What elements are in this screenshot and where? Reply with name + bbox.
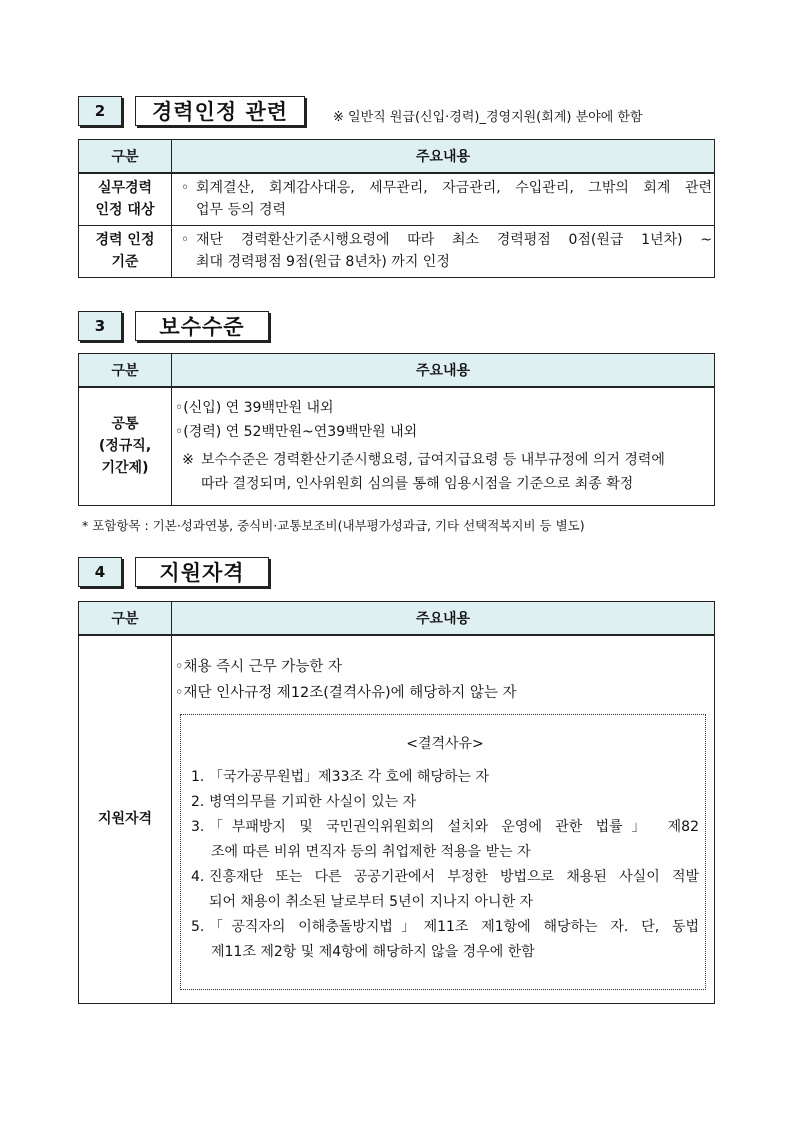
item-number: 4.: [191, 869, 205, 885]
content-line: ◦(신입) 연 39백만원 내외: [175, 400, 334, 417]
label-line: 실무경력: [97, 180, 153, 197]
section-3-number: 3: [78, 311, 122, 341]
section-2-title: 경력인정 관련: [135, 96, 305, 126]
label-line: 경력 인정: [95, 232, 155, 248]
list-item: [191, 790, 699, 815]
qualification-row-content: [172, 635, 715, 1003]
content-line: 업무 등의 경력: [196, 202, 287, 219]
item-line: 「부패방지 및 국민권익위원회의 설치와 운영에 관한 법률」 제82: [209, 819, 699, 835]
salary-footnote: * 포함항목 : 기본·성과연봉, 중식비·교통보조비(내부평가성과급, 기타 선택적복지비 등 별도): [82, 518, 585, 533]
section-3-heading: [78, 311, 715, 343]
career-table: [78, 139, 715, 278]
list-item: [191, 765, 699, 790]
disqualification-box: [180, 714, 706, 990]
list-item: [191, 815, 699, 865]
bullet-mark: ◦: [180, 180, 190, 197]
item-line: 병역의무를 기피한 사실이 있는 자: [209, 794, 417, 810]
bullet-item: [174, 229, 712, 273]
note-mark: ※: [182, 452, 194, 469]
qualification-header-content: 주요내용: [172, 602, 715, 636]
qualification-header-category: 구분: [79, 602, 172, 636]
content-line: ◦재단 인사규정 제12조(결격사유)에 해당하지 않는 자: [175, 685, 517, 701]
item-number: 5.: [191, 919, 205, 935]
salary-table: [78, 353, 715, 506]
career-header-category: 구분: [79, 140, 172, 174]
section-4: [78, 557, 715, 1004]
content-line: 재단 경력환산기준시행요령에 따라 최소 경력평점 0점(원급 1년차) ~: [196, 232, 712, 248]
section-2-note: ※ 일반직 원급(신입·경력)_경영지원(회계) 분야에 한함: [333, 110, 643, 125]
section-4-number: 4: [78, 557, 122, 587]
section-3: [78, 311, 715, 506]
career-row-content: [172, 173, 715, 225]
career-row-label: [79, 225, 172, 277]
salary-header-category: 구분: [79, 354, 172, 388]
bullet-item: [174, 177, 712, 221]
item-line: 조에 따른 비위 면직자 등의 취업제한 적용을 받는 자: [211, 844, 531, 860]
list-item: [191, 915, 699, 965]
qualification-table: [78, 601, 715, 1004]
label-line: 기준: [111, 254, 139, 270]
table-row: [79, 635, 715, 1003]
content-line: ◦채용 즉시 근무 가능한 자: [175, 659, 343, 675]
content-line: 회계결산, 회계감사대응, 세무관리, 자금관리, 수입관리, 그밖의 회계 관련: [196, 180, 712, 197]
label-line: 공통: [111, 416, 139, 433]
section-2: [78, 96, 715, 278]
salary-header-content: 주요내용: [172, 354, 715, 388]
item-line: 「공직자의 이해충돌방지법」제11조 제1항에 해당하는 자. 단, 동법: [209, 919, 699, 935]
item-line: 제11조 제2항 및 제4항에 해당하지 않을 경우에 한함: [211, 944, 535, 960]
item-number: 3.: [191, 819, 205, 835]
item-line: 진흥재단 또는 다른 공공기관에서 부정한 방법으로 채용된 사실이 적발: [209, 869, 699, 885]
label-line: 기간제): [101, 460, 149, 477]
item-line: 되어 채용이 취소된 날로부터 5년이 지나지 아니한 자: [209, 894, 534, 910]
salary-row-label: [79, 387, 172, 505]
content-line: ◦(경력) 연 52백만원~연39백만원 내외: [175, 424, 418, 441]
table-row: [79, 225, 715, 277]
table-row: [79, 387, 715, 505]
section-2-heading: [78, 96, 715, 128]
section-4-title: 지원자격: [135, 557, 269, 587]
section-2-number: 2: [78, 96, 122, 126]
table-row: [79, 173, 715, 225]
list-item: [191, 865, 699, 915]
career-header-content: 주요내용: [172, 140, 715, 174]
section-3-title: 보수수준: [135, 311, 269, 341]
bullet-mark: ◦: [180, 232, 190, 248]
salary-row-content: [172, 387, 715, 505]
career-row-content: [172, 225, 715, 277]
content-line: 보수수준은 경력환산기준시행요령, 급여지급요령 등 내부규정에 의거 경력에: [201, 452, 665, 469]
content-line: 최대 경력평점 9점(원급 8년차) 까지 인정: [196, 254, 450, 270]
disqualification-title: <결격사유>: [406, 736, 484, 752]
note-item: [175, 448, 712, 496]
label-line: 인정 대상: [95, 202, 155, 219]
item-number: 1.: [191, 769, 205, 785]
label-line: (정규직,: [98, 438, 152, 455]
career-row-label: [79, 173, 172, 225]
item-line: 「국가공무원법」제33조 각 호에 해당하는 자: [209, 769, 489, 785]
item-number: 2.: [191, 794, 205, 810]
content-line: 따라 결정되며, 인사위원회 심의를 통해 임용시점을 기준으로 최종 확정: [201, 476, 634, 493]
section-4-heading: [78, 557, 715, 589]
qualification-row-label: 지원자격: [79, 635, 172, 1003]
